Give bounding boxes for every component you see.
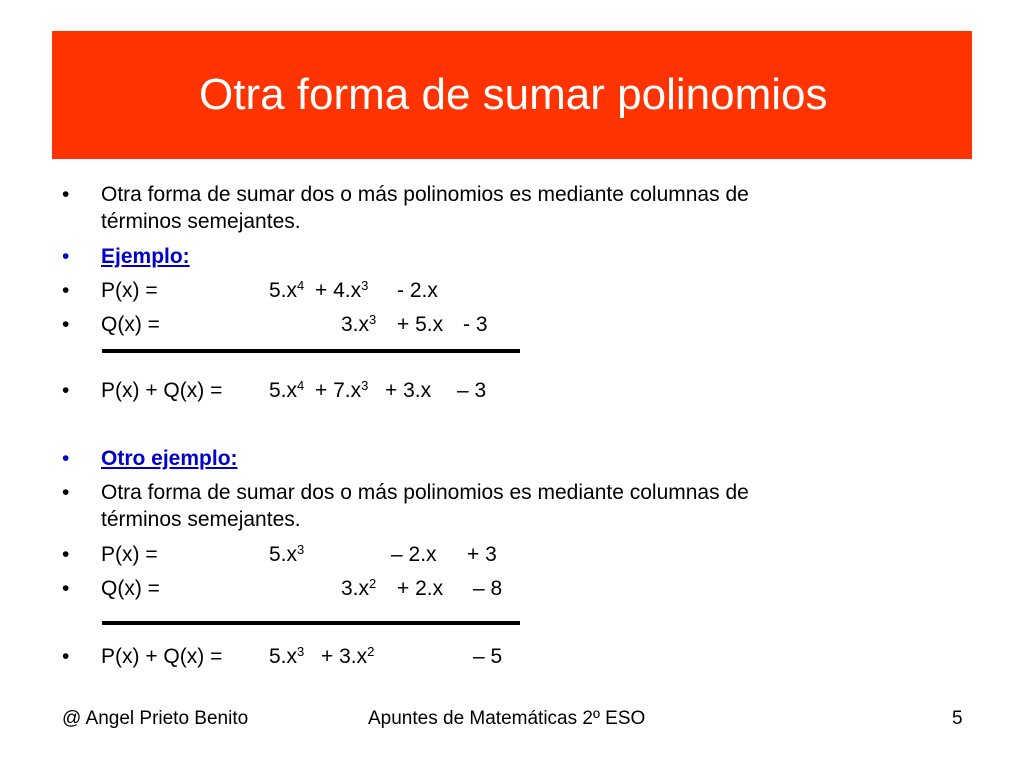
term: + 5.x	[397, 313, 444, 336]
term: $5.x^3$	[269, 644, 305, 668]
term: $3.x^3$	[341, 312, 377, 336]
term: $3.x^2$	[341, 576, 377, 600]
example2-p-row	[101, 541, 601, 568]
example-label[interactable]: Ejemplo:	[101, 245, 190, 268]
bullet: •	[62, 577, 70, 600]
term: - 2.x	[397, 279, 438, 302]
other-example-label[interactable]: Otro ejemplo:	[101, 447, 238, 470]
term: + $4.x^3$	[315, 278, 369, 302]
term: $5.x^4$	[269, 378, 305, 402]
example2-intro-line-2: términos semejantes.	[101, 508, 301, 531]
sum-label: P(x) + Q(x) =	[101, 645, 223, 668]
p-label: P(x) =	[101, 279, 158, 302]
bullet: •	[62, 543, 70, 566]
page-number: 5	[952, 708, 963, 729]
title-bar	[52, 31, 972, 159]
term: + 2.x	[397, 577, 444, 600]
bullet: •	[62, 481, 70, 504]
bullet: •	[62, 279, 70, 302]
term: – 5	[473, 645, 503, 668]
term: + $3.x^2$	[321, 644, 375, 668]
example2-sum-row	[101, 643, 601, 670]
term: + 3.x	[385, 379, 432, 402]
example1-p-row	[101, 277, 601, 304]
term: $5.x^4$	[269, 278, 305, 302]
p-label: P(x) =	[101, 543, 158, 566]
intro-line-2: términos semejantes.	[101, 210, 301, 233]
bullet: •	[62, 379, 70, 402]
example1-sum-row	[101, 377, 601, 404]
term: + $7.x^3$	[315, 378, 369, 402]
bullet: •	[62, 313, 70, 336]
term: – 3	[457, 379, 487, 402]
bullet: •	[62, 245, 70, 268]
example2-q-row	[101, 575, 601, 602]
term: – 2.x	[391, 543, 437, 566]
q-label: Q(x) =	[101, 577, 160, 600]
footer-author: @ Angel Prieto Benito	[62, 708, 249, 729]
term: – 8	[473, 577, 503, 600]
sum-label: P(x) + Q(x) =	[101, 379, 223, 402]
term: $5.x^3$	[269, 542, 305, 566]
bullet: •	[62, 183, 70, 206]
sum-rule	[102, 621, 520, 625]
bullet: •	[62, 447, 70, 470]
example1-q-row	[101, 311, 601, 338]
bullet: •	[62, 645, 70, 668]
term: + 3	[467, 543, 497, 566]
intro-line-1: Otra forma de sumar dos o más polinomios es mediante columnas de	[101, 183, 749, 206]
q-label: Q(x) =	[101, 313, 160, 336]
footer-course: Apuntes de Matemáticas 2º ESO	[368, 708, 646, 729]
example2-intro-line-1: Otra forma de sumar dos o más polinomios es mediante columnas de	[101, 481, 749, 504]
slide-title: Otra forma de sumar polinomios	[199, 70, 828, 119]
sum-rule	[102, 349, 520, 353]
term: - 3	[463, 313, 488, 336]
